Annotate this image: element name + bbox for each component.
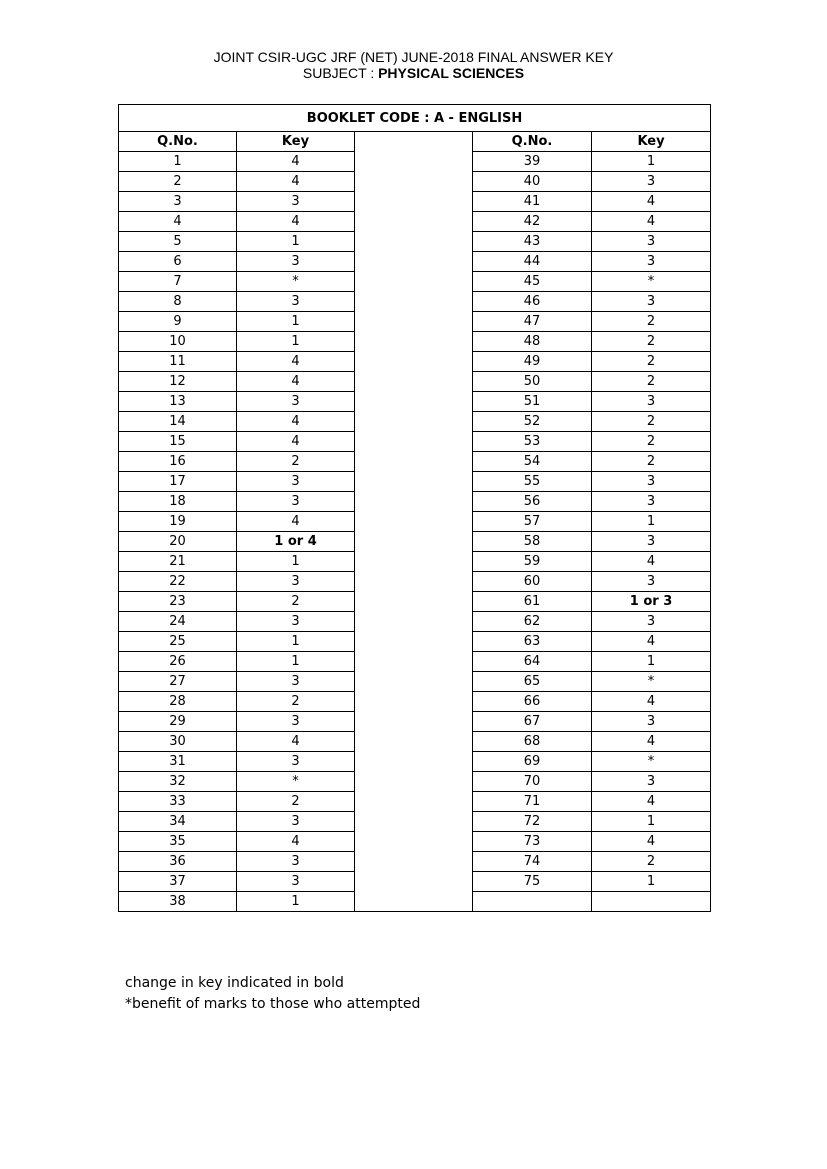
answer-key-cell: 3: [237, 712, 355, 732]
answer-key-cell: 3: [592, 492, 711, 512]
question-number-cell: 47: [473, 312, 592, 332]
answer-key-cell: 2: [592, 312, 711, 332]
question-number-cell: 14: [119, 412, 237, 432]
answer-key-cell: 2: [237, 692, 355, 712]
question-number-cell: 49: [473, 352, 592, 372]
question-number-cell: 70: [473, 772, 592, 792]
question-number-cell: 7: [119, 272, 237, 292]
answer-key-cell: 3: [237, 392, 355, 412]
question-number-cell: 58: [473, 532, 592, 552]
answer-key-cell: [592, 892, 711, 912]
answer-key-cell: 3: [592, 772, 711, 792]
answer-key-cell: 3: [237, 472, 355, 492]
answer-key-cell: 4: [237, 172, 355, 192]
question-number-cell: 66: [473, 692, 592, 712]
question-number-cell: 2: [119, 172, 237, 192]
question-number-cell: 31: [119, 752, 237, 772]
question-number-cell: 38: [119, 892, 237, 912]
answer-key-cell: 1: [592, 512, 711, 532]
question-number-cell: 40: [473, 172, 592, 192]
question-number-cell: 44: [473, 252, 592, 272]
answer-key-cell: 1: [592, 152, 711, 172]
question-number-cell: 15: [119, 432, 237, 452]
column-header-qno-left: Q.No.: [119, 132, 237, 152]
answer-key-cell: 3: [237, 872, 355, 892]
question-number-cell: 60: [473, 572, 592, 592]
answer-key-cell: 1: [237, 632, 355, 652]
table-header-row: [119, 132, 711, 152]
answer-key-cell: 3: [237, 252, 355, 272]
document-header: [0, 49, 827, 81]
answer-key-cell: 3: [237, 752, 355, 772]
question-number-cell: 19: [119, 512, 237, 532]
question-number-cell: 6: [119, 252, 237, 272]
question-number-cell: 32: [119, 772, 237, 792]
answer-key-cell: 2: [592, 332, 711, 352]
answer-key-cell: 3: [237, 672, 355, 692]
question-number-cell: 50: [473, 372, 592, 392]
answer-key-cell: 2: [592, 452, 711, 472]
question-number-cell: 73: [473, 832, 592, 852]
answer-key-cell: 2: [237, 592, 355, 612]
answer-key-cell: 4: [237, 412, 355, 432]
booklet-code-row: [119, 105, 711, 132]
question-number-cell: 3: [119, 192, 237, 212]
question-number-cell: 22: [119, 572, 237, 592]
answer-key-cell: 3: [592, 532, 711, 552]
question-number-cell: 64: [473, 652, 592, 672]
question-number-cell: 25: [119, 632, 237, 652]
question-number-cell: 36: [119, 852, 237, 872]
question-number-cell: 35: [119, 832, 237, 852]
answer-key-cell: 3: [592, 292, 711, 312]
answer-key-cell: 3: [592, 172, 711, 192]
answer-key-cell: 4: [237, 152, 355, 172]
question-number-cell: 21: [119, 552, 237, 572]
answer-key-cell: 3: [592, 712, 711, 732]
question-number-cell: 54: [473, 452, 592, 472]
subject-line: [0, 65, 827, 81]
answer-key-cell: 3: [592, 612, 711, 632]
answer-key-cell: 2: [592, 352, 711, 372]
question-number-cell: 41: [473, 192, 592, 212]
subject-label: SUBJECT :: [302, 65, 379, 81]
answer-key-cell: 4: [592, 632, 711, 652]
answer-key-cell: *: [592, 752, 711, 772]
answer-key-cell: 2: [592, 372, 711, 392]
question-number-cell: 71: [473, 792, 592, 812]
answer-key-cell: *: [237, 272, 355, 292]
answer-key-cell: 1: [237, 652, 355, 672]
question-number-cell: 69: [473, 752, 592, 772]
question-number-cell: 56: [473, 492, 592, 512]
question-number-cell: 12: [119, 372, 237, 392]
answer-key-cell: 3: [592, 252, 711, 272]
answer-key-cell: 4: [592, 192, 711, 212]
answer-key-cell: 2: [592, 432, 711, 452]
question-number-cell: 8: [119, 292, 237, 312]
answer-key-cell: 1: [237, 312, 355, 332]
answer-key-cell: 4: [592, 212, 711, 232]
question-number-cell: 67: [473, 712, 592, 732]
question-number-cell: 1: [119, 152, 237, 172]
column-header-qno-right: Q.No.: [473, 132, 592, 152]
question-number-cell: 65: [473, 672, 592, 692]
question-number-cell: 24: [119, 612, 237, 632]
answer-key-cell: 4: [237, 372, 355, 392]
answer-key-cell: 4: [237, 832, 355, 852]
column-spacer: [355, 132, 473, 912]
question-number-cell: 34: [119, 812, 237, 832]
answer-key-cell: 4: [237, 212, 355, 232]
answer-key-cell: 4: [237, 512, 355, 532]
answer-key-cell: *: [592, 672, 711, 692]
question-number-cell: 11: [119, 352, 237, 372]
note-benefit-of-marks: *benefit of marks to those who attempted: [125, 996, 421, 1012]
answer-key-cell: 4: [592, 552, 711, 572]
question-number-cell: 20: [119, 532, 237, 552]
document-title: JOINT CSIR-UGC JRF (NET) JUNE-2018 FINAL ANSWER KEY: [213, 49, 614, 65]
question-number-cell: 27: [119, 672, 237, 692]
booklet-code: BOOKLET CODE : A - ENGLISH: [119, 105, 711, 132]
answer-key-cell: 1: [237, 232, 355, 252]
question-number-cell: 23: [119, 592, 237, 612]
answer-key-cell: 2: [237, 792, 355, 812]
question-number-cell: 16: [119, 452, 237, 472]
answer-key-cell: *: [237, 772, 355, 792]
question-number-cell: 51: [473, 392, 592, 412]
answer-key-cell: 3: [592, 572, 711, 592]
answer-key-cell: 1 or 3: [592, 592, 711, 612]
question-number-cell: 75: [473, 872, 592, 892]
question-number-cell: 45: [473, 272, 592, 292]
question-number-cell: 43: [473, 232, 592, 252]
answer-key-cell: 1: [237, 332, 355, 352]
answer-key-cell: *: [592, 272, 711, 292]
question-number-cell: 52: [473, 412, 592, 432]
question-number-cell: 33: [119, 792, 237, 812]
answer-key-cell: 3: [237, 812, 355, 832]
answer-key-cell: 4: [592, 732, 711, 752]
answer-key-cell: 1: [592, 652, 711, 672]
question-number-cell: 61: [473, 592, 592, 612]
notes: [125, 973, 420, 1015]
answer-key-cell: 3: [592, 472, 711, 492]
answer-key-cell: 1: [237, 552, 355, 572]
question-number-cell: 28: [119, 692, 237, 712]
question-number-cell: 62: [473, 612, 592, 632]
question-number-cell: 10: [119, 332, 237, 352]
answer-key-cell: 3: [237, 292, 355, 312]
answer-key-cell: 1: [592, 872, 711, 892]
question-number-cell: 59: [473, 552, 592, 572]
question-number-cell: 26: [119, 652, 237, 672]
answer-key-cell: 2: [592, 412, 711, 432]
answer-key-cell: 1 or 4: [237, 532, 355, 552]
question-number-cell: 74: [473, 852, 592, 872]
answer-key-cell: 2: [592, 852, 711, 872]
answer-key-cell: 4: [237, 352, 355, 372]
question-number-cell: 68: [473, 732, 592, 752]
answer-key-cell: 4: [592, 832, 711, 852]
question-number-cell: 29: [119, 712, 237, 732]
question-number-cell: [473, 892, 592, 912]
question-number-cell: 13: [119, 392, 237, 412]
question-number-cell: 37: [119, 872, 237, 892]
question-number-cell: 46: [473, 292, 592, 312]
question-number-cell: 53: [473, 432, 592, 452]
subject-value: PHYSICAL SCIENCES: [378, 65, 525, 81]
answer-key-cell: 4: [237, 732, 355, 752]
question-number-cell: 39: [473, 152, 592, 172]
question-number-cell: 17: [119, 472, 237, 492]
question-number-cell: 18: [119, 492, 237, 512]
answer-key-cell: 3: [592, 392, 711, 412]
question-number-cell: 42: [473, 212, 592, 232]
answer-key-cell: 3: [237, 852, 355, 872]
answer-key-cell: 3: [237, 612, 355, 632]
answer-key-cell: 2: [237, 452, 355, 472]
answer-key-cell: 3: [592, 232, 711, 252]
answer-key-cell: 3: [237, 192, 355, 212]
answer-key-table: [118, 104, 711, 912]
answer-key-cell: 4: [592, 792, 711, 812]
question-number-cell: 30: [119, 732, 237, 752]
question-number-cell: 57: [473, 512, 592, 532]
answer-key-cell: 3: [237, 572, 355, 592]
column-header-key-right: Key: [592, 132, 711, 152]
question-number-cell: 9: [119, 312, 237, 332]
answer-key-cell: 1: [592, 812, 711, 832]
column-header-key-left: Key: [237, 132, 355, 152]
question-number-cell: 4: [119, 212, 237, 232]
question-number-cell: 63: [473, 632, 592, 652]
answer-key-cell: 1: [237, 892, 355, 912]
question-number-cell: 5: [119, 232, 237, 252]
answer-key-cell: 4: [592, 692, 711, 712]
question-number-cell: 72: [473, 812, 592, 832]
question-number-cell: 55: [473, 472, 592, 492]
answer-key-cell: 4: [237, 432, 355, 452]
answer-key-cell: 3: [237, 492, 355, 512]
question-number-cell: 48: [473, 332, 592, 352]
note-bold-change: change in key indicated in bold: [125, 975, 344, 991]
